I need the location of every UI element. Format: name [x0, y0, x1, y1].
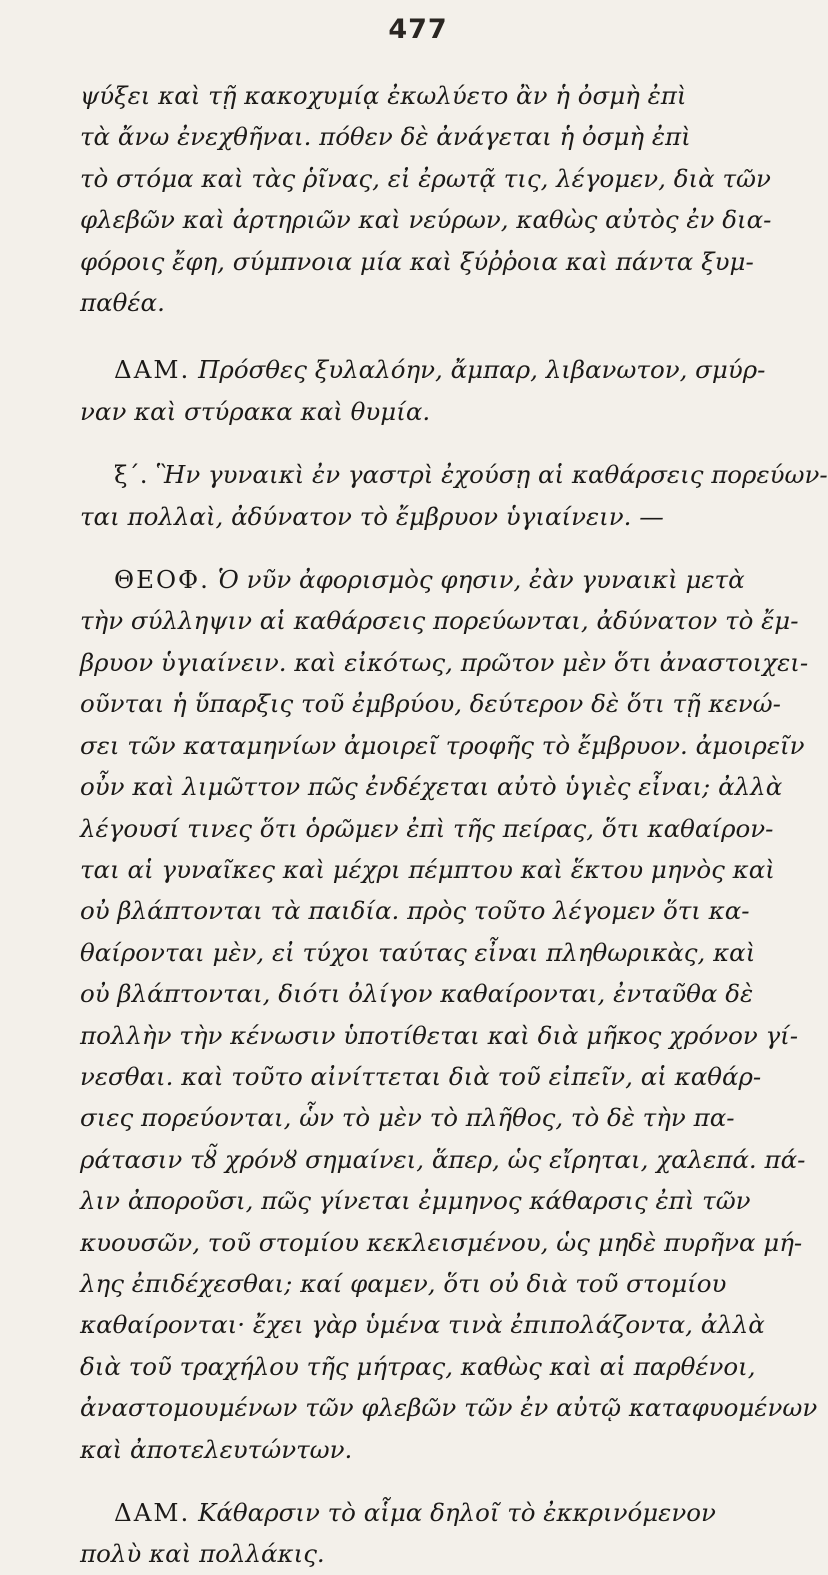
- text-line: φλεβῶν καὶ ἀρτηριῶν καὶ νεύρων, καθὼς αὐτὸς ἐν δια-: [80, 205, 772, 235]
- text-segment: Κάθαρσιν τὸ αἷμα δηλοῖ τὸ ἐκκρινόμενον: [198, 1498, 716, 1527]
- text-line: ται πολλαὶ, ἀδύνατον τὸ ἔμβρυον ὑγιαίνειν. —: [80, 501, 664, 531]
- text-line: ται αἱ γυναῖκες καὶ μέχρι πέμπτου καὶ ἕκτου μηνὸς καὶ: [80, 854, 775, 884]
- text-line: λιν ἀποροῦσι, πῶς γίνεται ἐμμηνος κάθαρσις ἐπὶ τῶν: [80, 1186, 751, 1216]
- text-line: οὐ βλάπτονται, διότι ὀλίγον καθαίρονται, ἐνταῦθα δὲ: [80, 979, 754, 1009]
- text-segment: Ὁ νῦν ἀφορισμὸς φησιν, ἐὰν γυναικὶ μετὰ: [217, 565, 745, 595]
- paragraph-damascius-2: [80, 1492, 756, 1533]
- text-line: [114, 1492, 756, 1533]
- text-line: θαίρονται μὲν, εἰ τύχοι ταύτας εἶναι πληθωρικὰς, καὶ: [80, 937, 756, 967]
- text-line: ἀναστομουμένων τῶν φλεβῶν τῶν ἐν αὐτῷ καταφυομένων: [80, 1393, 818, 1423]
- text-line: ναν καὶ στύρακα καὶ θυμία.: [80, 396, 431, 426]
- text-line: τὰ ἄνω ἐνεχθῆναι. πόθεν δὲ ἀνάγεται ἡ ὀσμὴ ἐπὶ: [80, 122, 691, 152]
- text-line: πολὺ καὶ πολλάκις.: [80, 1539, 325, 1569]
- text-line: σει τῶν καταμηνίων ἀμοιρεῖ τροφῆς τὸ ἔμβρυον. ἀμοιρεῖν: [80, 730, 805, 760]
- text-segment: Ἣν γυναικὶ ἐν γαστρὶ ἐχούσῃ αἱ καθάρσεις πορεύων-: [155, 460, 828, 490]
- text-line: τὸ στόμα καὶ τὰς ῥῖνας, εἰ ἐρωτᾷ τις, λέγομεν, διὰ τῶν: [80, 163, 771, 193]
- text-line: νεσθαι. καὶ τοῦτο αἰνίττεται διὰ τοῦ εἰπεῖν, αἱ καθάρ-: [80, 1061, 762, 1091]
- text-segment: Πρόσθες ξυλαλόην, ἄμπαρ, λιβανωτον, σμύρ-: [198, 355, 766, 385]
- text-line: [114, 454, 828, 495]
- text-line: οὐ βλάπτονται τὰ παιδία. πρὸς τοῦτο λέγομεν ὅτι κα-: [80, 896, 750, 926]
- text-line: λέγουσί τινες ὅτι ὁρῶμεν ἐπὶ τῆς πείρας, ὅτι καθαίρον-: [80, 813, 774, 843]
- speaker-label: ΔΑΜ.: [114, 355, 191, 385]
- text-line: τὴν σύλληψιν αἱ καθάρσεις πορεύωνται, ἀδύνατον τὸ ἔμ-: [80, 606, 799, 636]
- paragraph-continuation: [80, 75, 772, 323]
- text-line: φόροις ἔφη, σύμπνοια μία καὶ ξύῤῥοια καὶ πάντα ξυμ-: [80, 246, 754, 276]
- text-line: κυουσῶν, τοῦ στομίου κεκλεισμένου, ὡς μηδὲ πυρῆνα μή-: [80, 1227, 803, 1257]
- paragraph-theophilus: [80, 559, 756, 600]
- text-line: ράτασιν τȣ̃ χρόνȣ σημαίνει, ἅπερ, ὡς εἴρηται, χαλεπά. πά-: [80, 1144, 806, 1174]
- aphorism-text: [80, 454, 828, 495]
- text-line: οῦνται ἡ ὕπαρξις τοῦ ἐμβρύου, δεύτερον δὲ ὅτι τῇ κενώ-: [80, 689, 781, 719]
- paragraph-damascius-1: [80, 349, 766, 390]
- text-line: καὶ ἀποτελευτώντων.: [80, 1434, 353, 1464]
- text-line: λης ἐπιδέχεσθαι; καί φαμεν, ὅτι οὐ διὰ τοῦ στομίου: [80, 1268, 727, 1298]
- text-line: [114, 559, 756, 600]
- text-line: διὰ τοῦ τραχήλου τῆς μήτρας, καθὼς καὶ αἱ παρθένοι,: [80, 1351, 756, 1381]
- text-line: βρυον ὑγιαίνειν. καὶ εἰκότως, πρῶτον μὲν ὅτι ἀναστοιχει-: [80, 647, 809, 677]
- speaker-label: ΔΑΜ.: [114, 1498, 191, 1527]
- text-line: ψύξει καὶ τῇ κακοχυμίᾳ ἐκωλύετο ἂν ἡ ὀσμὴ ἐπὶ: [80, 81, 687, 110]
- text-line: πολλὴν τὴν κένωσιν ὑποτίθεται καὶ διὰ μῆκος χρόνον γί-: [80, 1020, 799, 1050]
- text-line: σιες πορεύονται, ὧν τὸ μὲν τὸ πλῆθος, τὸ δὲ τὴν πα-: [80, 1103, 735, 1133]
- text-line: οὖν καὶ λιμῶττον πῶς ἐνδέχεται αὐτὸ ὑγιὲς εἶναι; ἀλλὰ: [80, 772, 783, 802]
- page-number: 477: [388, 14, 448, 45]
- text-line: παθέα.: [80, 288, 165, 318]
- text-line: καθαίρονται· ἔχει γὰρ ὑμένα τινὰ ἐπιπολάζοντα, ἀλλὰ: [80, 1310, 765, 1340]
- aphorism-number: ξ΄.: [114, 460, 148, 490]
- text-line: [114, 349, 766, 390]
- speaker-label: ΘΕΟΦ.: [114, 565, 210, 595]
